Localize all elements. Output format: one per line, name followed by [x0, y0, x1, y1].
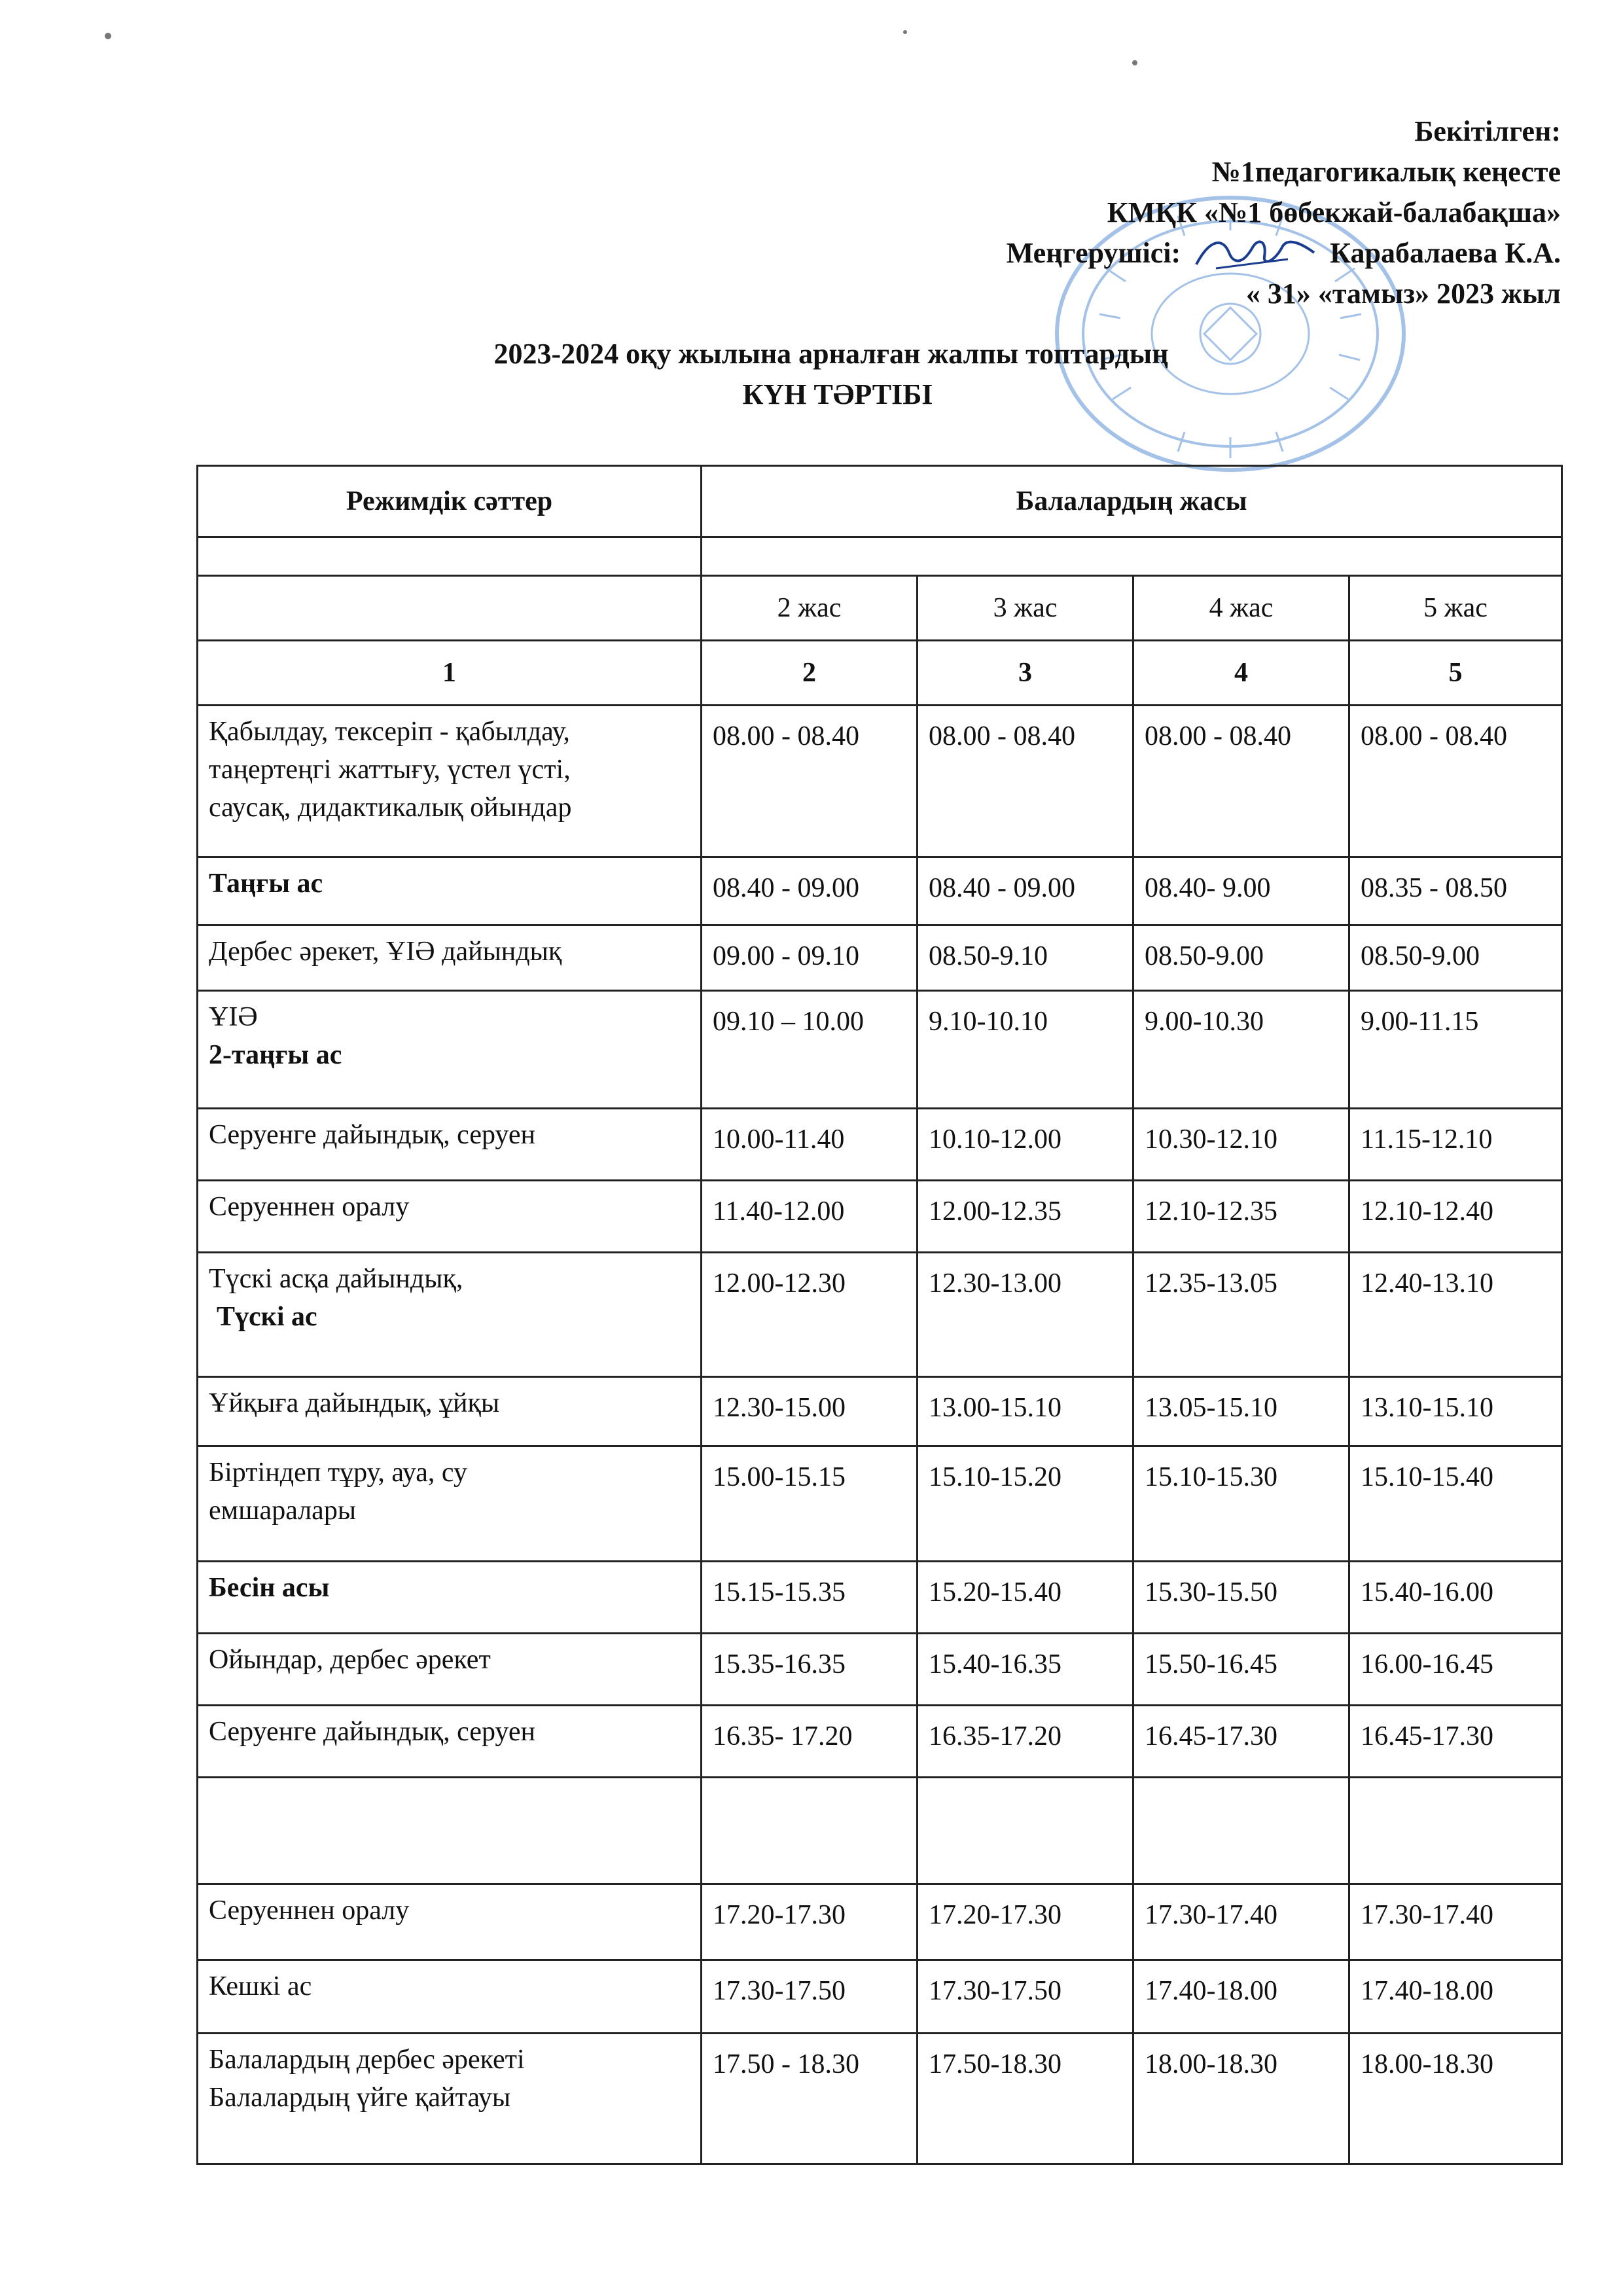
table-row — [198, 1562, 1562, 1634]
time-cell: 18.00-18.30 — [1133, 2034, 1349, 2164]
activity-cell — [198, 991, 702, 1109]
activity-text: емшаралары — [209, 1496, 357, 1526]
time-cell: 10.00-11.40 — [702, 1109, 918, 1181]
table-spacer-row — [198, 537, 1562, 576]
head-signature-row — [1007, 233, 1561, 274]
time-cell: 15.00-15.15 — [702, 1446, 918, 1562]
table-row — [198, 1253, 1562, 1377]
time-cell: 08.50-9.00 — [1349, 925, 1562, 991]
activity-cell — [198, 1253, 702, 1377]
activity-cell: Ойындар, дербес әрекет — [198, 1634, 702, 1706]
time-cell: 16.45-17.30 — [1349, 1706, 1562, 1778]
activity-text: Балалардың үйге қайтауы — [209, 2083, 511, 2113]
time-cell: 17.20-17.30 — [918, 1884, 1133, 1960]
time-cell: 12.10-12.35 — [1133, 1181, 1349, 1253]
table-row — [198, 925, 1562, 991]
title-line-2: КҮН ТӘРТІБІ — [742, 378, 933, 410]
time-cell: 15.50-16.45 — [1133, 1634, 1349, 1706]
time-cell: 12.35-13.05 — [1133, 1253, 1349, 1377]
time-cell: 15.10-15.30 — [1133, 1446, 1349, 1562]
time-cell: 13.05-15.10 — [1133, 1377, 1349, 1446]
table-row — [198, 1960, 1562, 2034]
approval-line-3: КМҚК «№1 бөбекжай-балабақша» — [1107, 196, 1561, 228]
signature-icon — [1190, 233, 1321, 274]
title-line-1: 2023-2024 оқу жылына арналған жалпы топтардың — [493, 338, 1169, 370]
time-cell: 17.30-17.40 — [1133, 1884, 1349, 1960]
time-cell: 17.40-18.00 — [1133, 1960, 1349, 2034]
time-cell: 08.00 - 08.40 — [1349, 706, 1562, 857]
time-cell: 17.40-18.00 — [1349, 1960, 1562, 2034]
table-row — [198, 1377, 1562, 1446]
activity-cell: Таңғы ас — [198, 857, 702, 925]
time-cell: 15.40-16.00 — [1349, 1562, 1562, 1634]
head-name: Карабалаева К.А. — [1330, 237, 1561, 269]
header-activity: Режимдік сәттер — [198, 466, 702, 537]
table-row — [198, 1109, 1562, 1181]
time-cell: 08.35 - 08.50 — [1349, 857, 1562, 925]
col-number: 5 — [1349, 641, 1562, 706]
scan-speck — [105, 33, 111, 39]
table-header-row — [198, 466, 1562, 537]
approval-date: « 31» «тамыз» 2023 жыл — [1245, 278, 1561, 310]
scan-speck — [1132, 60, 1137, 65]
daily-schedule-table — [196, 465, 1563, 2165]
activity-cell — [198, 1446, 702, 1562]
time-cell: 15.35-16.35 — [702, 1634, 918, 1706]
time-cell: 12.30-15.00 — [702, 1377, 918, 1446]
table-row — [198, 1706, 1562, 1778]
activity-cell — [198, 706, 702, 857]
time-cell: 08.00 - 08.40 — [1133, 706, 1349, 857]
time-cell: 17.30-17.40 — [1349, 1884, 1562, 1960]
table-age-row — [198, 576, 1562, 641]
header-ages: Балалардың жасы — [702, 466, 1562, 537]
approval-block — [808, 111, 1561, 314]
time-cell: 08.50-9.10 — [918, 925, 1133, 991]
time-cell: 10.30-12.10 — [1133, 1109, 1349, 1181]
time-cell: 16.00-16.45 — [1349, 1634, 1562, 1706]
time-cell: 15.20-15.40 — [918, 1562, 1133, 1634]
table-row — [198, 1181, 1562, 1253]
time-cell: 08.00 - 08.40 — [702, 706, 918, 857]
time-cell: 08.50-9.00 — [1133, 925, 1349, 991]
approval-line-2: №1педагогикалық кеңесте — [1211, 156, 1561, 188]
table-row — [198, 1634, 1562, 1706]
time-cell: 9.10-10.10 — [918, 991, 1133, 1109]
time-cell: 08.00 - 08.40 — [918, 706, 1133, 857]
time-cell: 15.15-15.35 — [702, 1562, 918, 1634]
table-row — [198, 2034, 1562, 2164]
time-cell: 12.00-12.30 — [702, 1253, 918, 1377]
time-cell: 11.40-12.00 — [702, 1181, 918, 1253]
time-cell: 17.50-18.30 — [918, 2034, 1133, 2164]
activity-text: Түскі ас — [217, 1302, 317, 1332]
time-cell: 08.40 - 09.00 — [918, 857, 1133, 925]
document-title — [0, 334, 1623, 415]
col-number: 2 — [702, 641, 918, 706]
activity-cell: Бесін асы — [198, 1562, 702, 1634]
activity-cell: Кешкі ас — [198, 1960, 702, 2034]
table-number-row — [198, 641, 1562, 706]
time-cell: 15.10-15.40 — [1349, 1446, 1562, 1562]
activity-text: таңертеңгі жаттығу, үстел үсті, — [209, 755, 571, 785]
time-cell: 15.30-15.50 — [1133, 1562, 1349, 1634]
activity-text: ҰІӘ — [209, 1002, 258, 1032]
activity-text: Біртіндеп тұру, ауа, су — [209, 1458, 468, 1488]
time-cell: 13.00-15.10 — [918, 1377, 1133, 1446]
table-empty-row — [198, 1778, 1562, 1884]
time-cell: 9.00-11.15 — [1349, 991, 1562, 1109]
time-cell: 18.00-18.30 — [1349, 2034, 1562, 2164]
time-cell: 15.40-16.35 — [918, 1634, 1133, 1706]
activity-cell: Дербес әрекет, ҰІӘ дайындық — [198, 925, 702, 991]
activity-text: Балалардың дербес әрекеті — [209, 2045, 525, 2075]
head-label: Меңгерушісі: — [1006, 237, 1181, 269]
time-cell: 12.40-13.10 — [1349, 1253, 1562, 1377]
activity-cell: Ұйқыға дайындық, ұйқы — [198, 1377, 702, 1446]
time-cell: 13.10-15.10 — [1349, 1377, 1562, 1446]
activity-cell — [198, 2034, 702, 2164]
table-row — [198, 857, 1562, 925]
age-3: 3 жас — [918, 576, 1133, 641]
activity-cell: Серуенге дайындық, серуен — [198, 1109, 702, 1181]
time-cell: 17.30-17.50 — [918, 1960, 1133, 2034]
col-number: 3 — [918, 641, 1133, 706]
time-cell: 08.40- 9.00 — [1133, 857, 1349, 925]
time-cell: 9.00-10.30 — [1133, 991, 1349, 1109]
time-cell: 16.35- 17.20 — [702, 1706, 918, 1778]
col-number: 1 — [198, 641, 702, 706]
time-cell: 12.10-12.40 — [1349, 1181, 1562, 1253]
activity-text: саусақ, дидактикалық ойындар — [209, 793, 572, 823]
time-cell: 16.35-17.20 — [918, 1706, 1133, 1778]
time-cell: 10.10-12.00 — [918, 1109, 1133, 1181]
activity-text: Қабылдау, тексеріп - қабылдау, — [209, 717, 570, 747]
time-cell: 09.10 – 10.00 — [702, 991, 918, 1109]
scan-speck — [903, 30, 907, 34]
time-cell: 17.20-17.30 — [702, 1884, 918, 1960]
activity-text: 2-таңғы ас — [209, 1040, 342, 1070]
table-row — [198, 1884, 1562, 1960]
approval-line-1: Бекітілген: — [1414, 115, 1561, 147]
age-2: 2 жас — [702, 576, 918, 641]
time-cell: 15.10-15.20 — [918, 1446, 1133, 1562]
table-row — [198, 1446, 1562, 1562]
time-cell: 09.00 - 09.10 — [702, 925, 918, 991]
activity-cell: Серуеннен оралу — [198, 1181, 702, 1253]
time-cell: 17.30-17.50 — [702, 1960, 918, 2034]
table-row — [198, 991, 1562, 1109]
table-row — [198, 706, 1562, 857]
time-cell: 12.30-13.00 — [918, 1253, 1133, 1377]
activity-text: Түскі асқа дайындық, — [209, 1264, 463, 1294]
time-cell: 08.40 - 09.00 — [702, 857, 918, 925]
age-4: 4 жас — [1133, 576, 1349, 641]
time-cell: 11.15-12.10 — [1349, 1109, 1562, 1181]
col-number: 4 — [1133, 641, 1349, 706]
time-cell: 16.45-17.30 — [1133, 1706, 1349, 1778]
time-cell: 17.50 - 18.30 — [702, 2034, 918, 2164]
activity-cell: Серуенге дайындық, серуен — [198, 1706, 702, 1778]
age-5: 5 жас — [1349, 576, 1562, 641]
activity-cell: Серуеннен оралу — [198, 1884, 702, 1960]
time-cell: 12.00-12.35 — [918, 1181, 1133, 1253]
